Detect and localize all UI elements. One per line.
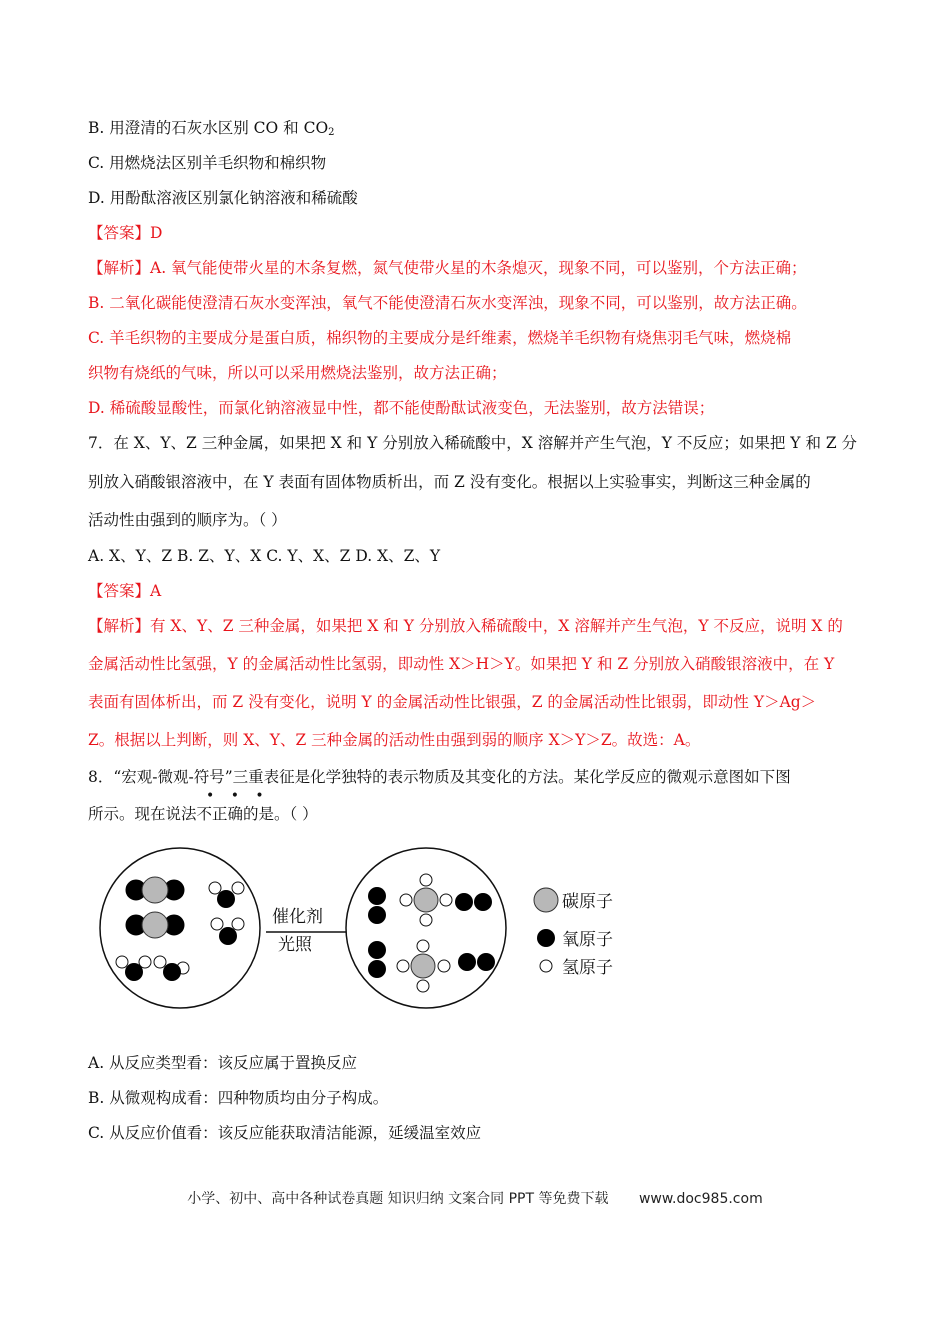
hydrogen-atom: [440, 894, 452, 906]
question-8-option-b: B. 从微观构成看：四种物质均由分子构成。: [88, 1089, 389, 1107]
hydrogen-atom: [154, 956, 166, 968]
oxygen-atom: [458, 953, 476, 971]
oxygen-atom: [477, 953, 495, 971]
question-7-line-1: 7．在 X、Y、Z 三种金属，如果把 X 和 Y 分别放入稀硫酸中，X 溶解并产生气泡，Y 不反应；如果把 Y 和 Z 分: [88, 434, 858, 452]
analysis-6-line-4: 织物有烧纸的气味，所以可以采用燃烧法鉴别，故方法正确；: [88, 364, 507, 382]
hydrogen-atom: [116, 956, 128, 968]
carbon-atom: [142, 912, 168, 938]
hydrogen-atom: [420, 874, 432, 886]
carbon-atom: [411, 954, 435, 978]
analysis-7-line-3: 表面有固体析出，而 Z 没有变化，说明 Y 的金属活动性比银强，Z 的金属活动性比银弱，即动性 Y＞Ag＞: [88, 693, 817, 711]
question-7-line-2: 别放入硝酸银溶液中，在 Y 表面有固体物质析出，而 Z 没有变化。根据以上实验事实，判断这三种金属的: [88, 473, 811, 491]
oxygen-atom: [219, 927, 237, 945]
oxygen-atom: [217, 890, 235, 908]
option-c: C. 用燃烧法区别羊毛织物和棉织物: [88, 154, 327, 172]
carbon-atom: [142, 877, 168, 903]
oxygen-atom: [125, 963, 143, 981]
reaction-diagram: [94, 838, 624, 1018]
hydrogen-atom: [417, 980, 429, 992]
oxygen-atom: [368, 906, 386, 924]
hydrogen-atom: [400, 894, 412, 906]
analysis-7-line-4: Z。根据以上判断，则 X、Y、Z 三种金属的活动性由强到弱的顺序 X＞Y＞Z。故选：A。: [88, 731, 701, 749]
oxygen-atom: [368, 960, 386, 978]
analysis-6-line-5: D. 稀硫酸显酸性，而氯化钠溶液显中性，都不能使酚酞试液变色，无法鉴别，故方法错误；: [88, 399, 715, 417]
legend: [534, 888, 613, 978]
page-footer: [0, 1188, 950, 1208]
question-7-line-3: 活动性由强到的顺序为。（ ）: [88, 511, 287, 529]
arrow-top-label: 催化剂: [272, 907, 323, 927]
answer-7: 【答案】A: [88, 582, 162, 600]
oxygen-atom: [368, 941, 386, 959]
oxygen-atom: [455, 893, 473, 911]
oxygen-atom: [368, 887, 386, 905]
hydrogen-atom: [232, 882, 244, 894]
oxygen-atom: [163, 963, 181, 981]
legend-oxygen-icon: [537, 929, 555, 947]
legend-hydrogen-label: 氢原子: [562, 958, 613, 978]
hydrogen-atom: [211, 918, 223, 930]
answer-6: 【答案】D: [88, 224, 163, 242]
co2-molecule: [126, 877, 184, 903]
arrow-bottom-label: 光照: [278, 935, 312, 955]
option-b: B. 用澄清的石灰水区别 CO 和 $CO_2$: [88, 119, 335, 138]
analysis-6-line-2: B. 二氧化碳能使澄清石灰水变浑浊，氧气不能使澄清石灰水变浑浊，现象不同，可以鉴别，故方法正确。: [88, 294, 807, 312]
question-8-option-c: C. 从反应价值看：该反应能获取清洁能源，延缓温室效应: [88, 1124, 482, 1142]
legend-carbon-icon: [534, 888, 558, 912]
legend-oxygen-label: 氧原子: [562, 930, 613, 950]
analysis-7-line-1: 【解析】有 X、Y、Z 三种金属，如果把 X 和 Y 分别放入稀硫酸中，X 溶解并产生气泡，Y 不反应，说明 X 的: [88, 617, 843, 635]
question-8-line-1: 8．“宏观-微观-符号”三重表征是化学独特的表示物质及其变化的方法。某化学反应的微观示意图如下图: [88, 768, 791, 786]
carbon-atom: [414, 888, 438, 912]
option-d: D. 用酚酞溶液区别氯化钠溶液和稀硫酸: [88, 189, 358, 207]
question-8-option-a: A. 从反应类型看：该反应属于置换反应: [88, 1054, 358, 1072]
emphasis-dots: • • •: [206, 788, 270, 804]
hydrogen-atom: [438, 960, 450, 972]
question-8-line-2: 所示。现在说法不正确的是。（ ）: [88, 805, 318, 823]
analysis-6-line-3: C. 羊毛织物的主要成分是蛋白质，棉织物的主要成分是纤维素，燃烧羊毛织物有烧焦羽毛气味，燃烧棉: [88, 329, 792, 347]
legend-hydrogen-icon: [540, 960, 552, 972]
legend-carbon-label: 碳原子: [562, 892, 613, 912]
hydrogen-atom: [420, 914, 432, 926]
footer-text: 小学、初中、高中各种试卷真题 知识归纳 文案合同 PPT 等免费下载: [187, 1191, 609, 1207]
question-7-options: A. X、Y、Z B. Z、Y、X C. Y、X、Z D. X、Z、Y: [88, 547, 441, 565]
hydrogen-atom: [417, 940, 429, 952]
hydrogen-atom: [397, 960, 409, 972]
hydrogen-atom: [209, 882, 221, 894]
footer-url[interactable]: www.doc985.com: [638, 1191, 763, 1207]
oxygen-atom: [474, 893, 492, 911]
co2-molecule: [126, 912, 184, 938]
analysis-6-line-1: 【解析】A. 氧气能使带火星的木条复燃，氮气使带火星的木条熄灭，现象不同，可以鉴别，个方法正确；: [88, 259, 807, 277]
hydrogen-atom: [232, 918, 244, 930]
analysis-7-line-2: 金属活动性比氢强，Y 的金属活动性比氢弱，即动性 X＞H＞Y。如果把 Y 和 Z 分别放入硝酸银溶液中，在 Y: [88, 655, 835, 673]
